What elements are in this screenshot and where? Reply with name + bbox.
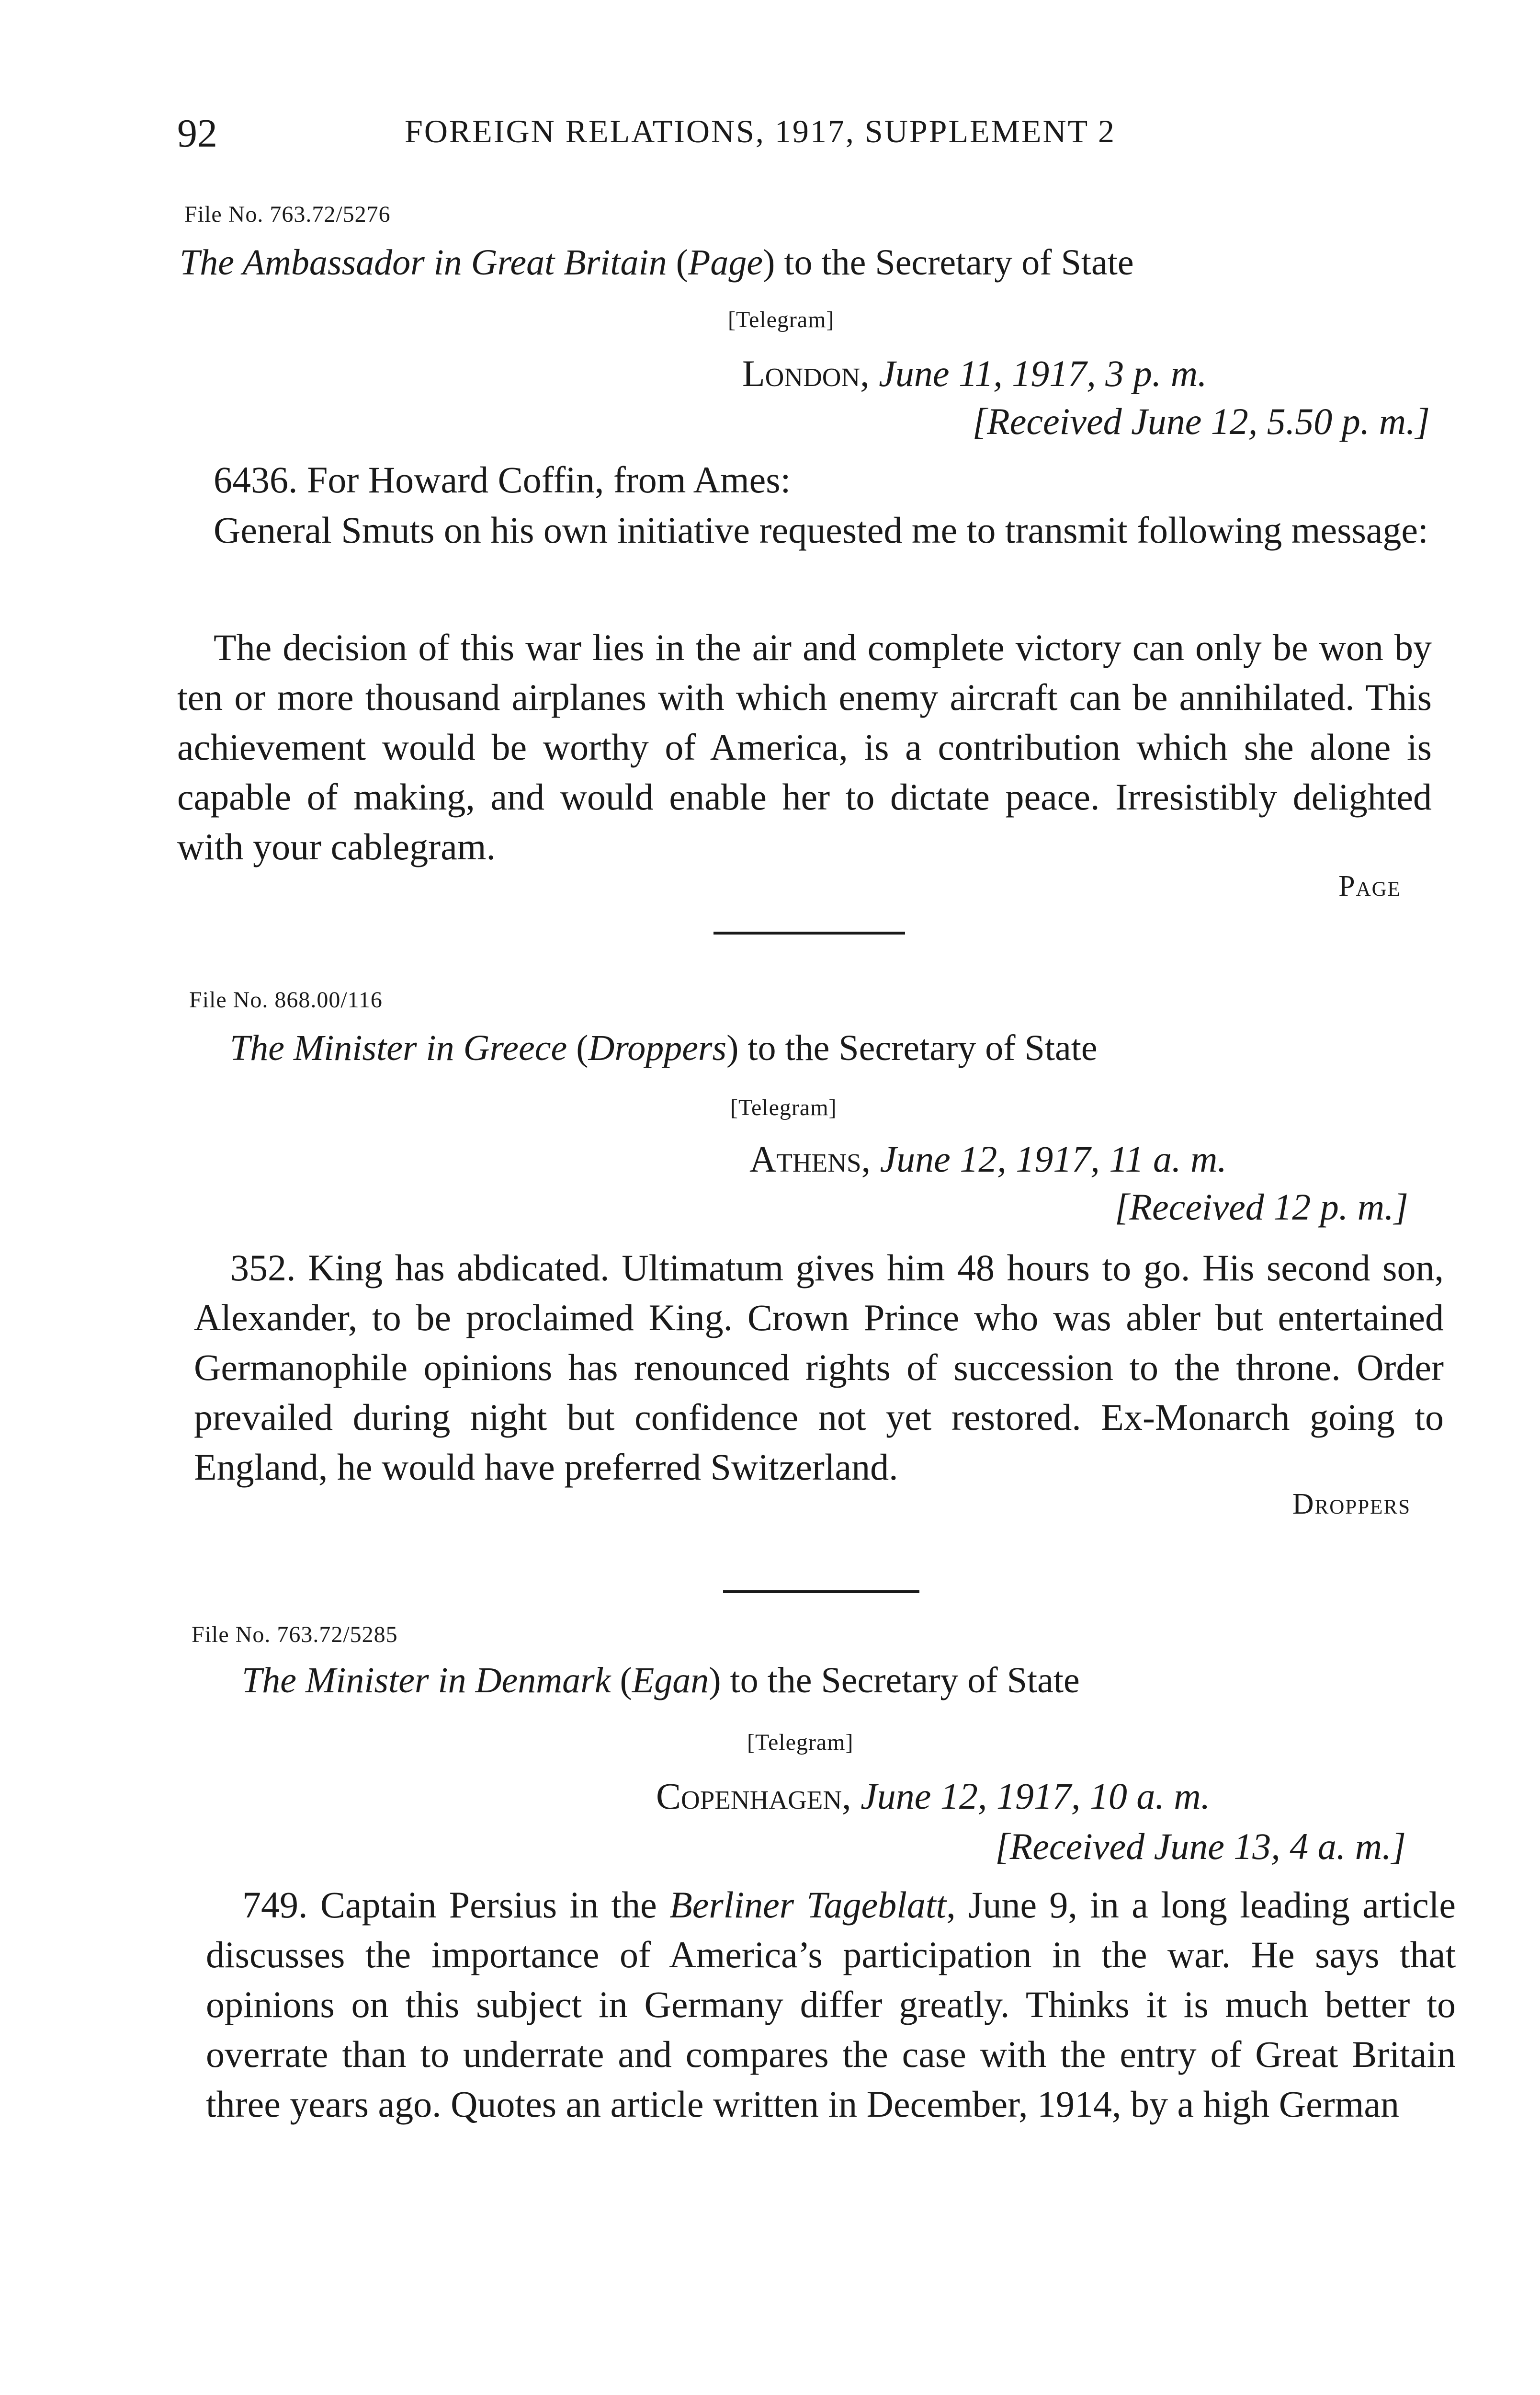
dateline: Athens, June 12, 1917, 11 a. m. <box>749 1138 1227 1180</box>
paragraph: 6436. For Howard Coffin, from Ames: <box>214 459 791 501</box>
signature: Page <box>1338 870 1401 902</box>
document-title: The Ambassador in Great Britain (Page) to the Secretary of State <box>180 242 1134 283</box>
newspaper-name: Berliner Tageblatt <box>669 1884 947 1926</box>
section-divider <box>713 932 905 935</box>
dateline: Copenhagen, June 12, 1917, 10 a. m. <box>656 1775 1211 1817</box>
page-number: 92 <box>177 111 217 156</box>
file-number: File No. 868.00/116 <box>189 987 383 1013</box>
quoted-message: The decision of this war lies in the air and complete victory can only be won by ten or more thousand airplanes with which enemy aircraft can be annihilated. This achievement would be worthy of America, is a contribution which she alone is capable of making, and would enable her to dictate peace. Irresistibly delighted with your cablegram. <box>177 627 1432 867</box>
signature: Droppers <box>1292 1488 1411 1520</box>
file-number: File No. 763.72/5276 <box>184 202 391 227</box>
received-line: [Received June 12, 5.50 p. m.] <box>972 400 1430 442</box>
file-number: File No. 763.72/5285 <box>192 1622 398 1647</box>
paragraph: 749. Captain Persius in the Berliner Tageblatt, June 9, in a long leading article discusses the importance of America’s participation in the war. He says that opinions on this subject in Germany differ greatly. Thinks it is much better to overrate than to underrate and compares the case with the entry of Great Britain three years ago. Quotes an article written in December, 1914, by a high German <box>206 1884 1456 2125</box>
received-line: [Received June 13, 4 a. m.] <box>995 1825 1406 1867</box>
received-line: [Received 12 p. m.] <box>1115 1186 1408 1228</box>
section-divider <box>723 1590 919 1593</box>
paragraph: General Smuts on his own initiative requested me to transmit following message: <box>214 509 1428 551</box>
paragraph: 352. King has abdicated. Ultimatum gives him 48 hours to go. His second son, Alexander, to be proclaimed King. Crown Prince who was abler but entertained Germanophile opinions has renounced rights of succession to the throne. Order prevailed during night but confidence not yet restored. Ex-Monarch going to England, he would have preferred Switzerland. <box>194 1247 1444 1488</box>
document-title: The Minister in Denmark (Egan) to the Secretary of State <box>242 1660 1080 1700</box>
running-title: FOREIGN RELATIONS, 1917, SUPPLEMENT 2 <box>405 113 1116 149</box>
telegram-label: [Telegram] <box>728 307 835 332</box>
telegram-label: [Telegram] <box>730 1095 837 1120</box>
telegram-label: [Telegram] <box>747 1730 854 1755</box>
dateline: London, June 11, 1917, 3 p. m. <box>742 353 1207 394</box>
document-title: The Minister in Greece (Droppers) to the Secretary of State <box>230 1028 1098 1068</box>
